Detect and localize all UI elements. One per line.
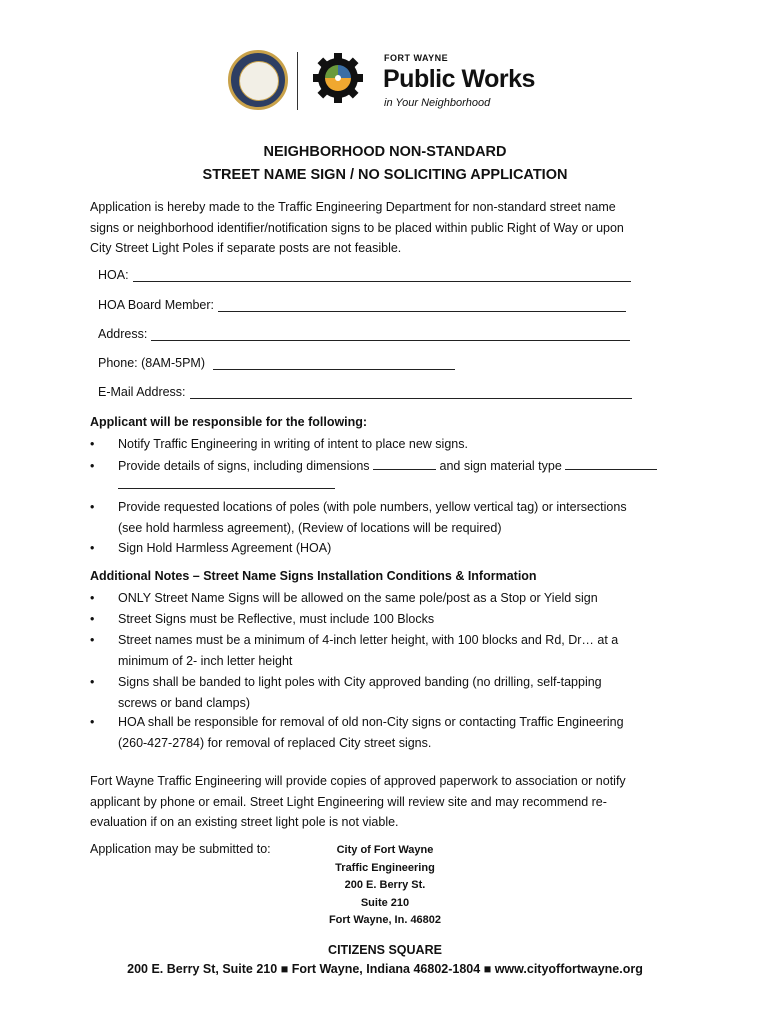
phone-field[interactable] [98,356,455,370]
form-title-line2: STREET NAME SIGN / NO SOLICITING APPLICATION [202,167,568,183]
address-field[interactable] [98,327,630,341]
form-title-line1: NEIGHBORHOOD NON-STANDARD [263,144,507,160]
email-input-line[interactable] [190,386,632,399]
footer-line1: CITIZENS SQUARE [328,943,442,957]
material-label: and sign material type [439,459,562,473]
board-member-field[interactable] [98,298,626,312]
brand-small-text: FORT WAYNE [384,53,449,63]
intro-paragraph [90,197,680,259]
email-field[interactable] [98,385,632,399]
city-seal-logo [228,50,288,110]
brand-tagline: in Your Neighborhood [384,97,491,109]
responsibilities-heading: Applicant will be responsible for the following: [90,415,368,429]
email-label: E-Mail Address: [98,385,186,399]
address-input-line[interactable] [151,328,630,341]
intro-line: Application is hereby made to the Traffic Engineering Department for non-standard street name [90,200,616,214]
seal-emblem-icon [239,61,279,101]
details-input-line[interactable] [118,488,335,489]
hoa-input-line[interactable] [133,269,631,282]
header-divider [297,52,298,110]
hoa-label: HOA: [98,268,129,282]
notes-heading: Additional Notes – Street Name Signs Installation Conditions & Information [90,569,537,583]
address-label: Address: [98,327,148,341]
footer-line2: 200 E. Berry St, Suite 210 ■ Fort Wayne, Indiana 46802-1804 ■ www.cityoffortwayne.org [127,962,643,976]
submission-label: Application may be submitted to: [90,842,271,856]
dimensions-input-line[interactable] [373,458,436,470]
board-member-label: HOA Board Member: [98,298,215,312]
material-input-line[interactable] [565,458,657,470]
hoa-field[interactable] [98,268,631,282]
brand-title: Public Works [383,65,535,93]
board-member-input-line[interactable] [218,299,626,312]
public-works-gear-logo-icon [312,52,364,104]
closing-paragraph: Fort Wayne Traffic Engineering will provide copies of approved paperwork to association or notify applicant by phone or email. Street Light Engineering will review site and may recommend re- evaluation if on an existing street light pole is not viable. [90,774,626,829]
phone-input-line[interactable] [213,357,455,370]
intro-line: signs or neighborhood identifier/notification signs to be placed within public Right of Way or upon [90,220,624,235]
phone-label: Phone: (8AM-5PM) [98,356,205,370]
submission-address: City of Fort Wayne Traffic Engineering 200 E. Berry St. Suite 210 Fort Wayne, In. 46802 [328,844,442,926]
dimensions-label: Provide details of signs, including dimensions [118,459,370,473]
letterhead [0,40,770,120]
intro-line: City Street Light Poles if separate posts are not feasible. [90,241,402,255]
